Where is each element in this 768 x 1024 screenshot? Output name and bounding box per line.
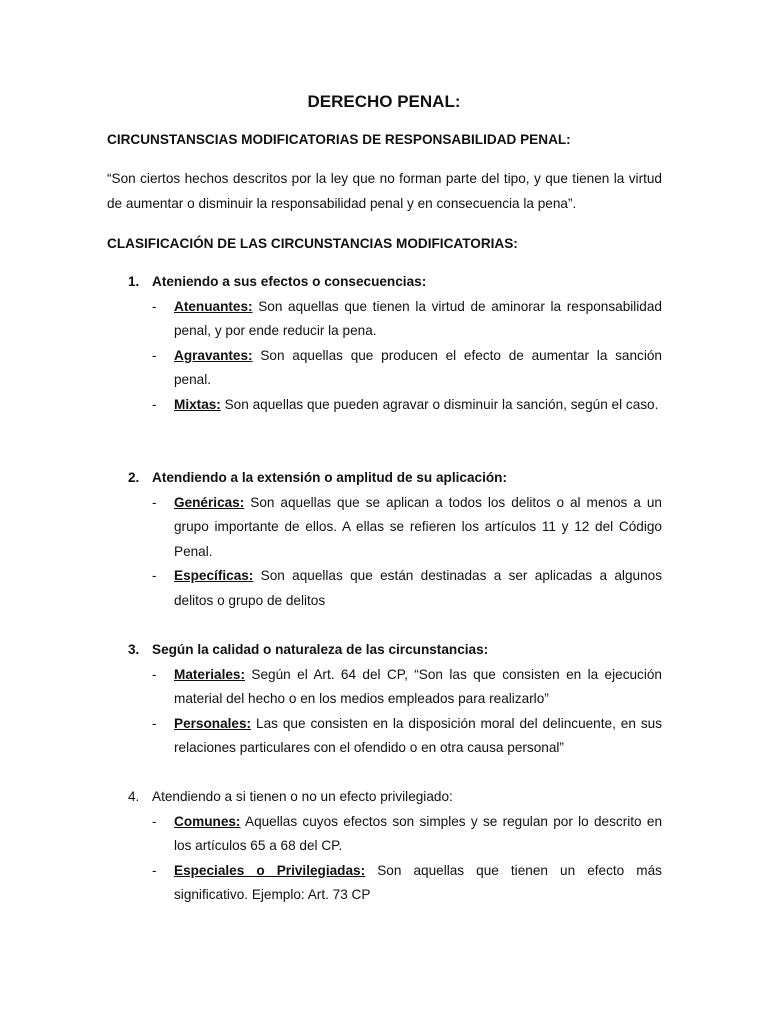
item-text: Son aquellas que tienen la virtud de aminorar la responsabilidad penal, y por ende reducir la pena. [174,298,662,339]
bullet-dash: - [152,298,157,314]
section-number: 3. [128,642,140,657]
item-text: Son aquellas que producen el efecto de aumentar la sanción penal. [174,347,662,388]
item-text: Son aquellas que tienen un efecto más significativo. Ejemplo: Art. 73 CP [174,862,662,903]
section-number: 4. [128,789,140,804]
list-item [107,859,662,908]
section-heading-text: Atendiendo a la extensión o amplitud de su aplicación: [152,470,508,485]
bullet-dash: - [152,666,157,682]
item-text: Aquellas cuyos efectos son simples y se regulan por lo descrito en los artículos 65 a 68 del CP. [174,813,662,854]
section-heading-text: Ateniendo a sus efectos o consecuencias: [152,274,427,289]
list-item [107,663,662,712]
item-text: Son aquellas que pueden agravar o disminuir la sanción, según el caso. [220,396,659,412]
item-text: Las que consisten en la disposición moral del delincuente, en sus relaciones particulares con el ofendido o en otra causa personal” [174,715,662,756]
section-number: 2. [128,470,140,485]
list-item [107,712,662,761]
bullet-dash: - [152,568,157,584]
list-item [107,810,662,859]
list-item [107,295,662,344]
item-term: Especiales o Privilegiadas: [174,862,366,878]
bullet-dash: - [152,347,157,363]
page-title: DERECHO PENAL: [307,92,461,111]
section-heading [107,466,662,491]
bullet-dash: - [152,715,157,731]
item-term: Atenuantes: [174,298,253,314]
document-subtitle: CIRCUNSTANSCIAS MODIFICATORIAS DE RESPONSABILIDAD PENAL: [107,132,571,147]
item-term: Agravantes: [174,347,253,363]
item-term: Personales: [174,715,252,731]
item-term: Comunes: [174,813,241,829]
section-1 [107,270,662,418]
bullet-dash: - [152,494,157,510]
list-item [107,491,662,565]
list-item [107,344,662,393]
section-heading-text: Atendiendo a si tienen o no un efecto privilegiado: [152,789,453,804]
item-term: Específicas: [174,568,254,584]
section-4 [107,785,662,908]
item-text: Son aquellas que están destinadas a ser aplicadas a algunos delitos o grupo de delitos [174,568,662,608]
list-item [107,393,662,418]
section-heading [107,638,662,663]
section-2 [107,466,662,614]
list-item [107,564,662,613]
classification-heading: CLASIFICACIÓN DE LAS CIRCUNSTANCIAS MODIFICATORIAS: [107,236,518,251]
item-term: Genéricas: [174,494,245,510]
definition-quote: “Son ciertos hechos descritos por la ley que no forman parte del tipo, y que tienen la virtud de aumentar o disminuir la responsabilidad penal y en consecuencia la pena”. [107,171,662,211]
section-heading [107,785,662,810]
item-term: Mixtas: [174,396,221,412]
item-term: Materiales: [174,666,246,682]
section-3 [107,638,662,761]
item-text: Según el Art. 64 del CP, “Son las que consisten en la ejecución material del hecho o en los medios empleados para realizarlo” [174,666,662,707]
section-heading [107,270,662,295]
bullet-dash: - [152,862,157,878]
item-text: Son aquellas que se aplican a todos los delitos o al menos a un grupo importante de ellos. A ellas se refieren los artículos 11 y 12 del Código Penal. [174,494,662,559]
bullet-dash: - [152,396,157,412]
section-heading-text: Según la calidad o naturaleza de las circunstancias: [152,642,489,657]
section-number: 1. [128,274,140,289]
bullet-dash: - [152,813,157,829]
